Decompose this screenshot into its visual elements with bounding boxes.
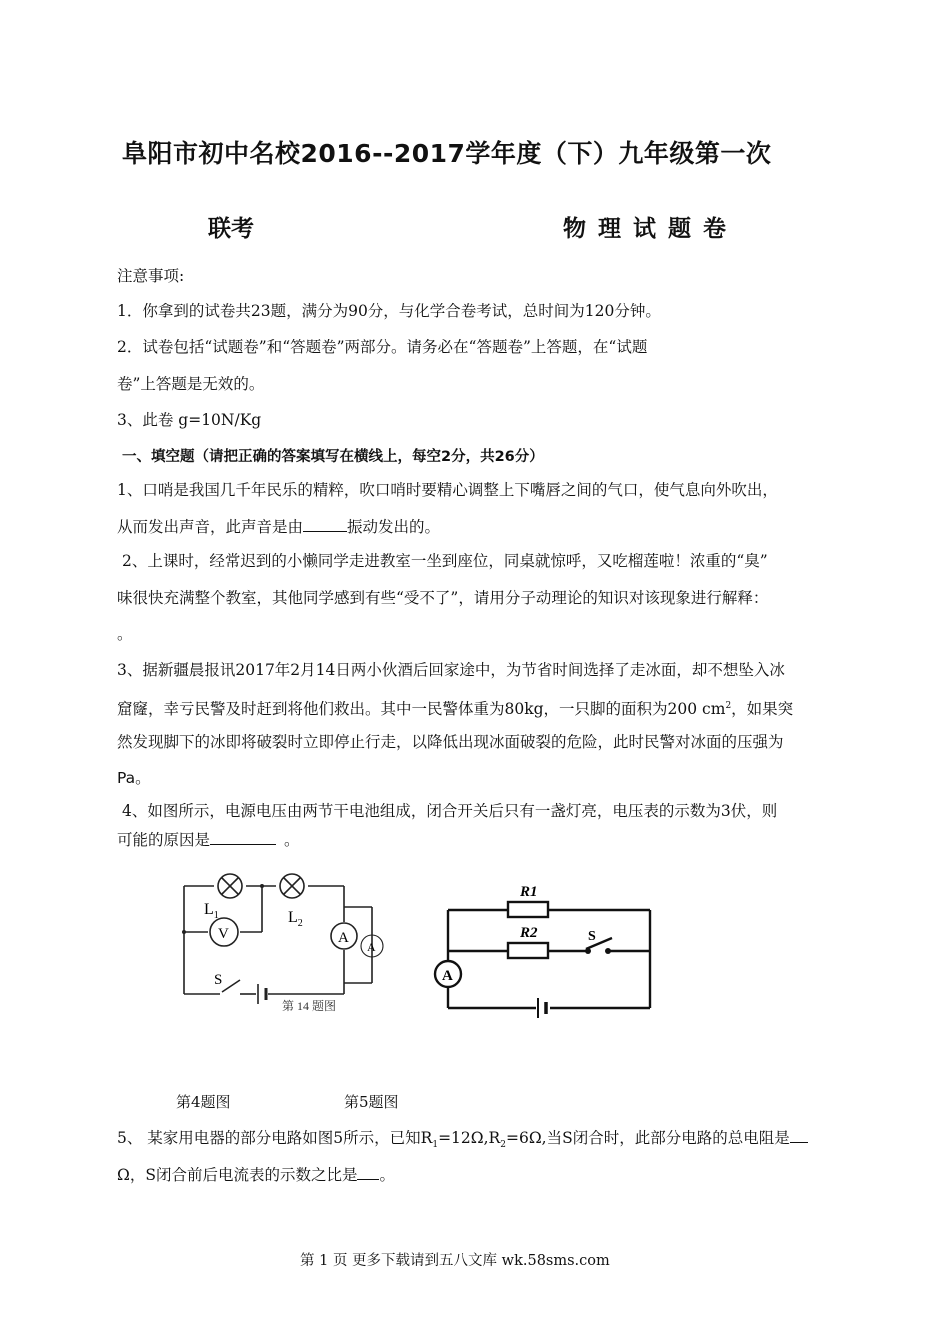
question-3-line-4: Pa。	[117, 769, 151, 787]
notice-item-2a: 2．试卷包括“试题卷”和“答题卷”两部分。请务必在“答题卷”上答题，在“试题	[117, 338, 648, 356]
figure-5-caption: 第5题图	[344, 1093, 399, 1111]
question-4-line-1: 4、如图所示，电源电压由两节干电池组成，闭合开关后只有一盏灯亮，电压表的示数为3伏，则	[122, 802, 778, 820]
answer-blank[interactable]	[303, 516, 347, 532]
ammeter-label: A	[338, 930, 349, 946]
question-1-line-1: 1、口哨是我国几千年民乐的精粹，吹口哨时要精心调整上下嘴唇之间的气口，使气息向外吹出，	[117, 481, 778, 499]
question-3-line-3: 然发现脚下的冰即将破裂时立即停止行走，以降低出现冰面破裂的危险，此时民警对冰面的压强为	[117, 733, 784, 751]
q5-text-e: 。	[379, 1166, 395, 1184]
question-5-line-2	[117, 1164, 395, 1185]
notice-item-2b: 卷”上答题是无效的。	[117, 375, 265, 393]
q5-sub-2: 2	[500, 1140, 506, 1151]
page-footer: 第 1 页 更多下载请到五八文库 wk.58sms.com	[300, 1253, 610, 1269]
q4-text-b: 。	[284, 831, 300, 849]
question-2-line-2: 味很快充满整个教室，其他同学感到有些“受不了”，请用分子动理论的知识对该现象进行解释：	[117, 589, 769, 607]
ammeter2-label: A	[367, 940, 376, 954]
question-4-line-2	[117, 829, 300, 850]
figure-5-circuit	[428, 876, 660, 1020]
q5-text-b: =12Ω,R	[438, 1129, 501, 1147]
answer-blank[interactable]	[790, 1127, 808, 1143]
figure-4-caption: 第4题图	[176, 1093, 231, 1111]
answer-blank[interactable]	[210, 829, 276, 845]
notice-item-1: 1．你拿到的试卷共23题，满分为90分，与化学合卷考试，总时间为120分钟。	[117, 302, 661, 320]
q5-text-d: Ω，S闭合前后电流表的示数之比是	[117, 1166, 358, 1184]
question-3-line-1: 3、据新疆晨报讯2017年2月14日两小伙酒后回家途中，为节省时间选择了走冰面，却不想坠入冰	[117, 661, 785, 679]
figure-4-circuit	[170, 858, 410, 1018]
question-2-line-3: 。	[117, 625, 133, 643]
q5-text-a: 5、 某家用电器的部分电路如图5所示，已知R	[117, 1129, 433, 1147]
q3-text-b: ，如果突	[731, 700, 794, 719]
answer-blank[interactable]	[357, 1164, 379, 1180]
voltmeter-label: V	[218, 926, 229, 942]
q5-sub-1: 1	[432, 1140, 439, 1151]
ammeter-label: A	[442, 968, 453, 984]
notice-heading: 注意事项:	[117, 267, 185, 285]
q4-text-a: 可能的原因是	[117, 831, 211, 849]
question-3-line-2	[117, 696, 793, 719]
notice-item-3: 3、此卷 g=10N/Kg	[117, 411, 262, 429]
section-heading: 一、填空题（请把正确的答案填写在横线上，每空2分，共26分）	[122, 449, 544, 465]
resistor-r2-label: R2	[520, 925, 538, 941]
question-1-line-2	[117, 516, 440, 537]
subject-title: 物 理 试 题 卷	[563, 216, 729, 242]
page-title: 阜阳市初中名校2016--2017学年度（下）九年级第一次	[122, 139, 772, 168]
page-title-cont: 联考	[208, 216, 254, 242]
question-2-line-1: 2、上课时，经常迟到的小懒同学走进教室一坐到座位，同桌就惊呼，又吃榴莲啦！浓重的“臭”	[122, 552, 768, 570]
q5-text-c: =6Ω,当S闭合时，此部分电路的总电阻是	[505, 1129, 790, 1147]
figure-inner-caption: 第 14 题图	[282, 999, 337, 1013]
lamp-l2-label: $L_2$	[288, 909, 303, 929]
switch-label: S	[214, 972, 223, 988]
switch-label: S	[588, 929, 596, 944]
q3-text-a: 窟窿，幸亏民警及时赶到将他们救出。其中一民警体重为80kg，一只脚的面积为200 cm	[117, 700, 726, 719]
lamp-l1-label: $L_1$	[204, 901, 219, 921]
q1-text-b: 振动发出的。	[347, 518, 441, 536]
q1-text-a: 从而发出声音，此声音是由	[117, 518, 304, 536]
q3-superscript: 2	[725, 701, 732, 711]
resistor-r1-label: R1	[520, 884, 538, 900]
question-5-line-1	[117, 1127, 808, 1155]
